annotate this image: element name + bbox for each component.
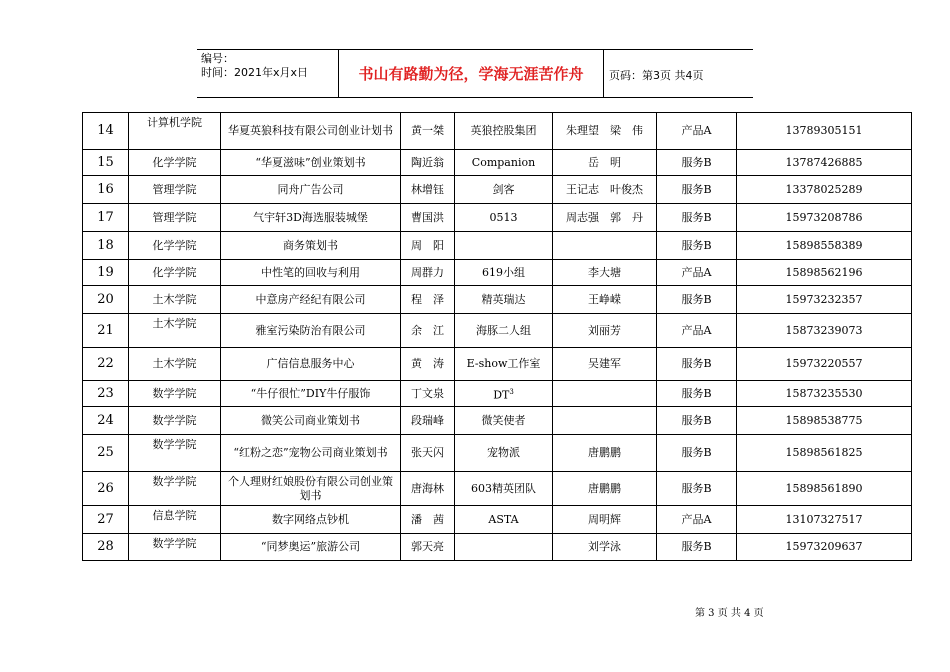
cell-no [83, 381, 129, 407]
table-row [83, 232, 912, 260]
advisor-text: 朱理望 梁 伟 [566, 124, 643, 137]
cell-project [221, 435, 401, 472]
cell-advisor [553, 204, 657, 232]
college-text: 管理学院 [152, 210, 197, 224]
leader-text: 余 江 [411, 323, 444, 337]
team-text: 619小组 [482, 265, 525, 279]
cell-advisor [553, 232, 657, 260]
table-row [83, 314, 912, 348]
cell-leader [401, 472, 455, 506]
cell-no [83, 286, 129, 314]
cell-category [657, 407, 737, 435]
category-text: 服务B [681, 446, 712, 459]
cell-team [455, 232, 553, 260]
cell-project [221, 407, 401, 435]
college-text: 数学学院 [152, 413, 197, 427]
advisor-text: 周明辉 [588, 512, 621, 526]
cell-category [657, 534, 737, 561]
project-text: 中性笔的回收与利用 [261, 265, 360, 279]
cell-phone [737, 150, 912, 176]
cell-leader [401, 407, 455, 435]
cell-leader [401, 314, 455, 348]
cell-college [129, 435, 221, 472]
cell-phone [737, 381, 912, 407]
table-row [83, 176, 912, 204]
team-text: 宠物派 [487, 446, 520, 459]
cell-college [129, 534, 221, 561]
project-text: 广信信息服务中心 [266, 357, 355, 370]
cell-leader [401, 176, 455, 204]
table-row [83, 506, 912, 534]
college-text: 土木学院 [152, 317, 197, 330]
project-text: 个人理财红娘股份有限公司创业策划书 [228, 474, 393, 502]
cell-phone [737, 204, 912, 232]
phone-text: 15973208786 [785, 210, 863, 224]
phone-text: 15898561890 [785, 481, 863, 495]
category-text: 服务B [681, 386, 712, 400]
project-table [82, 112, 912, 561]
cell-phone [737, 260, 912, 286]
project-text: 商务策划书 [283, 238, 338, 252]
no-text: 19 [97, 264, 114, 280]
cell-advisor [553, 113, 657, 150]
cell-no [83, 472, 129, 506]
cell-project [221, 381, 401, 407]
table-row [83, 472, 912, 506]
college-text: 计算机学院 [147, 116, 202, 129]
project-text: “华夏滋味”创业策划书 [255, 155, 366, 169]
cell-team [455, 381, 553, 407]
cell-team [455, 260, 553, 286]
college-text: 土木学院 [152, 292, 197, 306]
cell-category [657, 232, 737, 260]
cell-phone [737, 407, 912, 435]
cell-leader [401, 435, 455, 472]
leader-text: 张天闪 [411, 446, 444, 459]
project-text: 气宇轩3D海选服装城堡 [253, 210, 368, 224]
cell-college [129, 204, 221, 232]
advisor-text: 王记志 叶俊杰 [566, 182, 643, 196]
table-row [83, 286, 912, 314]
cell-project [221, 204, 401, 232]
team-text: 603精英团队 [471, 481, 536, 495]
college-text: 数学学院 [152, 386, 197, 400]
cell-advisor [553, 150, 657, 176]
category-text: 产品A [681, 124, 712, 137]
cell-advisor [553, 176, 657, 204]
category-text: 服务B [681, 292, 712, 306]
category-text: 服务B [681, 210, 712, 224]
motto: 书山有路勤为径，学海无涯苦作舟 [338, 50, 604, 97]
leader-text: 陶近翁 [411, 155, 444, 169]
team-text: 微笑使者 [481, 413, 526, 427]
cell-college [129, 286, 221, 314]
phone-text: 15973232357 [785, 292, 863, 306]
cell-phone [737, 176, 912, 204]
cell-no [83, 407, 129, 435]
cell-leader [401, 232, 455, 260]
cell-category [657, 113, 737, 150]
cell-advisor [553, 348, 657, 381]
cell-phone [737, 534, 912, 561]
project-text: 雅室污染防治有限公司 [255, 323, 366, 337]
advisor-text: 刘学泳 [588, 540, 621, 553]
cell-team [455, 534, 553, 561]
page-footer: 第 3 页 共 4 页 [695, 608, 764, 619]
project-text: “红粉之恋”宠物公司商业策划书 [233, 446, 388, 459]
no-text: 18 [97, 237, 114, 253]
cell-project [221, 232, 401, 260]
page-header [197, 49, 753, 98]
cell-advisor [553, 534, 657, 561]
cell-team [455, 113, 553, 150]
cell-project [221, 314, 401, 348]
cell-advisor [553, 260, 657, 286]
category-text: 服务B [681, 540, 712, 553]
cell-leader [401, 204, 455, 232]
category-text: 服务B [681, 481, 712, 495]
cell-leader [401, 506, 455, 534]
cell-no [83, 204, 129, 232]
table-row [83, 260, 912, 286]
no-text: 15 [97, 154, 114, 170]
team-text: DT [493, 388, 510, 402]
college-text: 信息学院 [152, 509, 197, 522]
project-text: 中意房产经纪有限公司 [255, 292, 366, 306]
category-text: 产品A [681, 512, 712, 526]
phone-text: 15898558389 [785, 238, 863, 252]
cell-project [221, 348, 401, 381]
college-text: 管理学院 [152, 182, 197, 196]
cell-college [129, 176, 221, 204]
cell-college [129, 407, 221, 435]
team-text: Companion [471, 155, 536, 169]
advisor-text: 王峥嵘 [588, 292, 621, 306]
college-text: 化学学院 [152, 265, 197, 279]
cell-no [83, 113, 129, 150]
category-text: 服务B [681, 413, 712, 427]
cell-phone [737, 314, 912, 348]
no-text: 20 [97, 291, 114, 307]
phone-text: 15873235530 [785, 386, 863, 400]
leader-text: 潘 茜 [411, 512, 444, 526]
no-text: 24 [97, 412, 114, 428]
no-text: 16 [97, 181, 114, 197]
cell-no [83, 534, 129, 561]
college-text: 化学学院 [152, 238, 197, 252]
cell-project [221, 506, 401, 534]
cell-team [455, 150, 553, 176]
cell-leader [401, 348, 455, 381]
cell-no [83, 260, 129, 286]
cell-category [657, 176, 737, 204]
leader-text: 周群力 [411, 265, 444, 279]
cell-team [455, 286, 553, 314]
category-text: 产品A [681, 265, 712, 279]
cell-team [455, 348, 553, 381]
project-text: 数字网络点钞机 [272, 512, 349, 526]
cell-college [129, 113, 221, 150]
cell-advisor [553, 435, 657, 472]
category-text: 服务B [681, 182, 712, 196]
cell-advisor [553, 407, 657, 435]
table-row [83, 113, 912, 150]
cell-project [221, 150, 401, 176]
cell-college [129, 472, 221, 506]
cell-project [221, 113, 401, 150]
cell-team [455, 407, 553, 435]
leader-text: 黄一桀 [411, 124, 444, 137]
page-label: 页码：第3页 共4页 [609, 69, 704, 82]
cell-phone [737, 113, 912, 150]
category-text: 服务B [681, 357, 712, 370]
cell-category [657, 435, 737, 472]
phone-text: 15898561825 [785, 446, 863, 459]
cell-phone [737, 232, 912, 260]
cell-college [129, 348, 221, 381]
cell-advisor [553, 506, 657, 534]
phone-text: 13107327517 [785, 512, 863, 526]
cell-college [129, 232, 221, 260]
college-text: 数学学院 [152, 438, 197, 451]
leader-text: 段瑞峰 [411, 413, 444, 427]
no-text: 17 [97, 209, 114, 225]
cell-leader [401, 150, 455, 176]
no-text: 28 [97, 539, 114, 554]
cell-college [129, 260, 221, 286]
cell-category [657, 506, 737, 534]
cell-phone [737, 472, 912, 506]
advisor-text: 吴建军 [588, 357, 621, 370]
category-text: 服务B [681, 238, 712, 252]
cell-advisor [553, 314, 657, 348]
leader-text: 曹国洪 [411, 210, 444, 224]
phone-text: 15973220557 [785, 357, 863, 370]
table-row [83, 381, 912, 407]
cell-project [221, 176, 401, 204]
team-text: E-show工作室 [466, 357, 541, 370]
cell-college [129, 314, 221, 348]
project-text: 同舟广告公司 [277, 182, 344, 196]
date-label: 时间：2021年x月x日 [201, 66, 309, 79]
cell-leader [401, 260, 455, 286]
cell-category [657, 381, 737, 407]
cell-category [657, 150, 737, 176]
no-text: 27 [97, 511, 114, 527]
cell-team [455, 435, 553, 472]
cell-no [83, 348, 129, 381]
project-text: “同梦奥运”旅游公司 [260, 540, 361, 553]
team-text: 精英瑞达 [481, 292, 526, 306]
table-row [83, 348, 912, 381]
table-row [83, 435, 912, 472]
table-row [83, 204, 912, 232]
team-text: 剑客 [492, 182, 515, 196]
phone-text: 13787426885 [785, 155, 863, 169]
cell-no [83, 314, 129, 348]
cell-no [83, 150, 129, 176]
cell-no [83, 176, 129, 204]
no-text: 26 [97, 480, 114, 496]
cell-project [221, 472, 401, 506]
project-text: “牛仔很忙”DIY牛仔服饰 [250, 386, 371, 400]
project-text: 华夏英狼科技有限公司创业计划书 [228, 124, 393, 137]
cell-category [657, 286, 737, 314]
cell-phone [737, 506, 912, 534]
advisor-text: 周志强 郭 丹 [566, 210, 643, 224]
team-text: ASTA [488, 512, 519, 526]
category-text: 服务B [681, 155, 712, 169]
phone-text: 15898562196 [785, 265, 863, 279]
no-text: 23 [97, 385, 114, 401]
college-text: 土木学院 [152, 357, 197, 370]
leader-text: 周 阳 [411, 238, 444, 252]
cell-phone [737, 286, 912, 314]
leader-text: 程 泽 [411, 292, 444, 306]
phone-text: 15973209637 [785, 540, 863, 553]
cell-no [83, 435, 129, 472]
cell-college [129, 150, 221, 176]
phone-text: 13789305151 [785, 124, 863, 137]
cell-project [221, 286, 401, 314]
cell-team [455, 176, 553, 204]
phone-text: 13378025289 [785, 182, 863, 196]
advisor-text: 李大塘 [588, 265, 621, 279]
team-text: 海豚二人组 [476, 323, 531, 337]
phone-text: 15898538775 [785, 413, 863, 427]
cell-category [657, 314, 737, 348]
leader-text: 林增钰 [411, 182, 444, 196]
cell-advisor [553, 286, 657, 314]
leader-text: 黄 涛 [411, 357, 444, 370]
cell-leader [401, 286, 455, 314]
team-superscript: 3 [509, 387, 514, 396]
team-text: 0513 [489, 210, 518, 224]
no-text: 14 [97, 123, 114, 138]
table-row [83, 407, 912, 435]
table-row [83, 534, 912, 561]
table-row [83, 150, 912, 176]
cell-advisor [553, 472, 657, 506]
cell-advisor [553, 381, 657, 407]
cell-college [129, 506, 221, 534]
cell-category [657, 348, 737, 381]
cell-phone [737, 348, 912, 381]
cell-project [221, 260, 401, 286]
cell-category [657, 260, 737, 286]
cell-team [455, 314, 553, 348]
project-text: 微笑公司商业策划书 [261, 413, 360, 427]
cell-no [83, 506, 129, 534]
leader-text: 丁文泉 [411, 386, 444, 400]
advisor-text: 岳 明 [588, 155, 621, 169]
no-text: 25 [97, 445, 114, 460]
college-text: 数学学院 [152, 537, 197, 550]
cell-leader [401, 534, 455, 561]
cell-leader [401, 113, 455, 150]
leader-text: 郭天亮 [411, 540, 444, 553]
college-text: 化学学院 [152, 155, 197, 169]
advisor-text: 刘丽芳 [588, 323, 621, 337]
header-left [201, 52, 308, 80]
cell-category [657, 204, 737, 232]
no-text: 21 [97, 322, 114, 338]
college-text: 数学学院 [152, 475, 197, 488]
team-text: 英狼控股集团 [470, 124, 537, 137]
cell-category [657, 472, 737, 506]
cell-team [455, 506, 553, 534]
cell-phone [737, 435, 912, 472]
cell-college [129, 381, 221, 407]
phone-text: 15873239073 [785, 323, 863, 337]
cell-team [455, 204, 553, 232]
cell-leader [401, 381, 455, 407]
code-label: 编号： [201, 52, 234, 65]
advisor-text: 唐鹏鹏 [588, 446, 621, 459]
category-text: 产品A [681, 323, 712, 337]
cell-team [455, 472, 553, 506]
cell-no [83, 232, 129, 260]
leader-text: 唐海林 [411, 481, 444, 495]
cell-project [221, 534, 401, 561]
advisor-text: 唐鹏鹏 [588, 481, 621, 495]
no-text: 22 [97, 356, 114, 371]
